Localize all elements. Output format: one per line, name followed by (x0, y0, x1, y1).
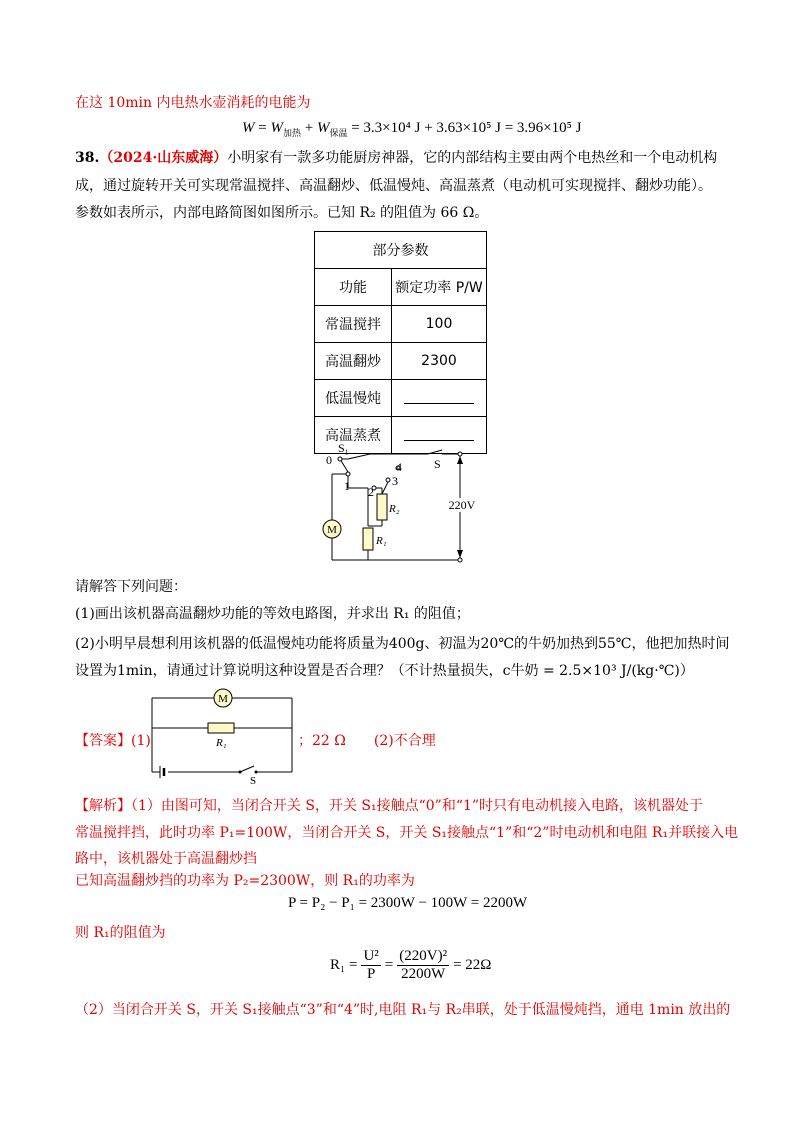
prev-text: 在这 10min 内电热水壶消耗的电能为 (75, 95, 311, 111)
power-equation: P = P₂ − P₁ = 2300W − 100W = 2200W (288, 895, 528, 911)
svg-text:2: 2 (368, 485, 374, 499)
analysis-line1: 【解析】（1）由图可知，当闭合开关 S，开关 S₁接触点“0”和“1”时只有电动机接入电路，该机器处于 (75, 798, 704, 814)
circuit-diagram (318, 442, 478, 572)
table-row: 高温翻炒 2300 (315, 343, 487, 380)
question-line2: 成，通过旋转开关可实现常温搅拌、高温翻炒、低温慢炖、高温蒸煮（电动机可实现搅拌、翻炒功能）。 (75, 178, 712, 194)
svg-text:M: M (327, 524, 337, 536)
prompt-text: 请解答下列问题： (75, 579, 187, 595)
svg-text:S₁: S₁ (338, 441, 349, 455)
question-1: (1)画出该机器高温翻炒功能的等效电路图，并求出 R₁ 的阻值； (75, 606, 470, 622)
svg-text:S: S (250, 775, 257, 787)
table-header-function: 功能 (315, 269, 392, 306)
table-row: 高温蒸煮 (315, 417, 487, 454)
resistance-equation: R₁ = $\frac{\text{U²}}{P}$ = $\frac{\text{(220V)²}}{2200W}$ = 22Ω (330, 948, 492, 982)
answer-label: 【答案】(1) (75, 733, 151, 749)
table-row: 常温搅拌 100 (315, 306, 487, 343)
analysis-line6: （2）当闭合开关 S，开关 S₁接触点“3”和“4”时,电阻 R₁与 R₂串联，处于低温慢炖挡，通电 1min 放出的 (75, 1002, 731, 1018)
question-line3: 参数如表所示，内部电路简图如图所示。已知 R₂ 的阻值为 66 Ω。 (75, 205, 489, 221)
answer-text: ；22 Ω (2)不合理 (298, 733, 436, 749)
table-title: 部分参数 (315, 232, 487, 269)
voltage-label: 220V (448, 498, 476, 512)
r2-resistor-icon (377, 494, 387, 520)
question-line1: 38.（2024·山东威海）小明家有一款多功能厨房神器，它的内部结构主要由两个电热丝和一个电动机构 (75, 150, 718, 166)
svg-text:S: S (434, 457, 441, 471)
svg-text:4: 4 (396, 460, 402, 474)
analysis-line5: 则 R₁的阻值为 (75, 925, 166, 941)
svg-text:0: 0 (326, 453, 332, 467)
table-row: 低温慢炖 (315, 380, 487, 417)
table-header-power: 额定功率 P/W (392, 269, 487, 306)
svg-text:R₂: R₂ (389, 503, 400, 515)
svg-text:1: 1 (344, 479, 350, 493)
r1-resistor-icon (208, 723, 234, 733)
parameter-table (314, 231, 487, 454)
blank-cell (392, 380, 487, 417)
r1-resistor-icon (363, 528, 373, 550)
svg-text:R₁: R₁ (376, 535, 387, 547)
analysis-line2: 常温搅拌挡，此时功率 P₁=100W，当闭合开关 S，开关 S₁接触点“1”和“2”时电动机和电阻 R₁并联接入电 (75, 825, 739, 841)
svg-text:M: M (218, 693, 228, 705)
answer-circuit-diagram (146, 688, 296, 787)
prev-equation: $W = W_{加热} + W_{保温} = 3.3\times 10^4$ J + 3.63×10⁵ J = 3.96×10⁵ J (242, 120, 582, 138)
analysis-line4: 已知高温翻炒挡的功率为 P₂=2300W，则 R₁的功率为 (75, 873, 415, 889)
question-2-line2: 设置为1min，请通过计算说明这种设置是否合理？（不计热量损失，c牛奶 = 2.5×10³ J/(kg·℃)） (75, 663, 694, 679)
svg-text:3: 3 (392, 474, 398, 488)
svg-text:R₁: R₁ (216, 737, 227, 749)
question-2-line1: (2)小明早晨想利用该机器的低温慢炖功能将质量为400g、初温为20℃的牛奶加热到55℃，他把加热时间 (75, 636, 730, 652)
analysis-line3: 路中，该机器处于高温翻炒挡 (75, 851, 257, 867)
